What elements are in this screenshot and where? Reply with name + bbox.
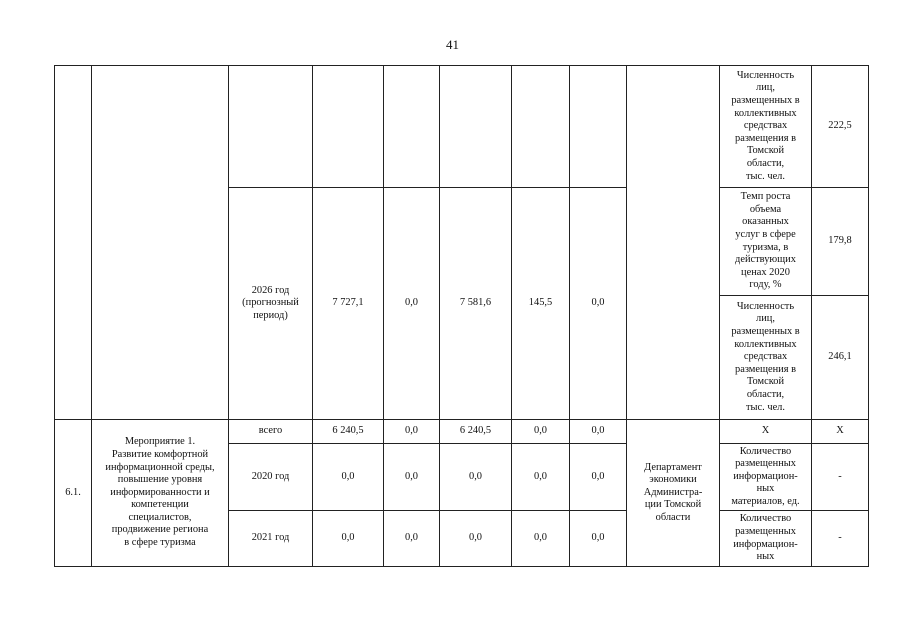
value-cell: 0,0 — [313, 511, 384, 567]
value-cell: 0,0 — [570, 444, 627, 511]
value-cell: 0,0 — [570, 188, 627, 420]
table-row — [55, 66, 869, 188]
table-row — [55, 420, 869, 444]
value-cell: 0,0 — [512, 420, 570, 444]
indicator-name-cell: Количество размещенных информацион- ных материалов, ед. — [720, 444, 812, 511]
page-number: 41 — [446, 37, 459, 52]
measure-number: 6.1. — [55, 420, 92, 567]
period-cell: всего — [229, 420, 313, 444]
empty-value-cell — [512, 66, 570, 188]
value-cell: 0,0 — [313, 444, 384, 511]
value-cell: 0,0 — [440, 511, 512, 567]
value-cell: 0,0 — [512, 511, 570, 567]
value-cell: 145,5 — [512, 188, 570, 420]
indicator-name-cell: Численность лиц, размещенных в коллективных средствах размещения в Томской области, тыс. чел. — [720, 66, 812, 188]
empty-name-cell — [92, 66, 229, 420]
indicator-name-cell: Количество размещенных информацион- ных — [720, 511, 812, 567]
empty-value-cell — [570, 66, 627, 188]
period-cell: 2021 год — [229, 511, 313, 567]
indicator-name-cell: Численность лиц, размещенных в коллективных средствах размещения в Томской области, тыс. чел. — [720, 296, 812, 420]
indicator-value-cell: - — [812, 511, 869, 567]
value-cell: 0,0 — [512, 444, 570, 511]
indicator-value-cell: 222,5 — [812, 66, 869, 188]
empty-number-cell — [55, 66, 92, 420]
empty-period-cell — [229, 66, 313, 188]
program-table — [54, 65, 869, 567]
period-cell: 2026 год (прогнозный период) — [229, 188, 313, 420]
value-cell: 0,0 — [440, 444, 512, 511]
value-cell: 0,0 — [570, 511, 627, 567]
value-cell: 7 581,6 — [440, 188, 512, 420]
executor-cell: Департамент экономики Администра- ции Томской области — [627, 420, 720, 567]
value-cell: 6 240,5 — [440, 420, 512, 444]
value-cell: 0,0 — [384, 511, 440, 567]
value-cell: 6 240,5 — [313, 420, 384, 444]
indicator-value-cell: 179,8 — [812, 188, 869, 296]
measure-name: Мероприятие 1. Развитие комфортной информационной среды, повышение уровня информированности и компетенции специалистов, продвижение региона в сфере туризма — [92, 420, 229, 567]
indicator-name-cell: Темп роста объема оказанных услуг в сфере туризма, в действующих ценах 2020 году, % — [720, 188, 812, 296]
empty-value-cell — [440, 66, 512, 188]
value-cell: 0,0 — [384, 444, 440, 511]
empty-value-cell — [384, 66, 440, 188]
indicator-value-cell: 246,1 — [812, 296, 869, 420]
value-cell: 0,0 — [384, 188, 440, 420]
value-cell: 7 727,1 — [313, 188, 384, 420]
indicator-name-cell: X — [720, 420, 812, 444]
value-cell: 0,0 — [384, 420, 440, 444]
empty-executor-cell — [627, 66, 720, 420]
period-cell: 2020 год — [229, 444, 313, 511]
value-cell: 0,0 — [570, 420, 627, 444]
empty-value-cell — [313, 66, 384, 188]
indicator-value-cell: X — [812, 420, 869, 444]
indicator-value-cell: - — [812, 444, 869, 511]
